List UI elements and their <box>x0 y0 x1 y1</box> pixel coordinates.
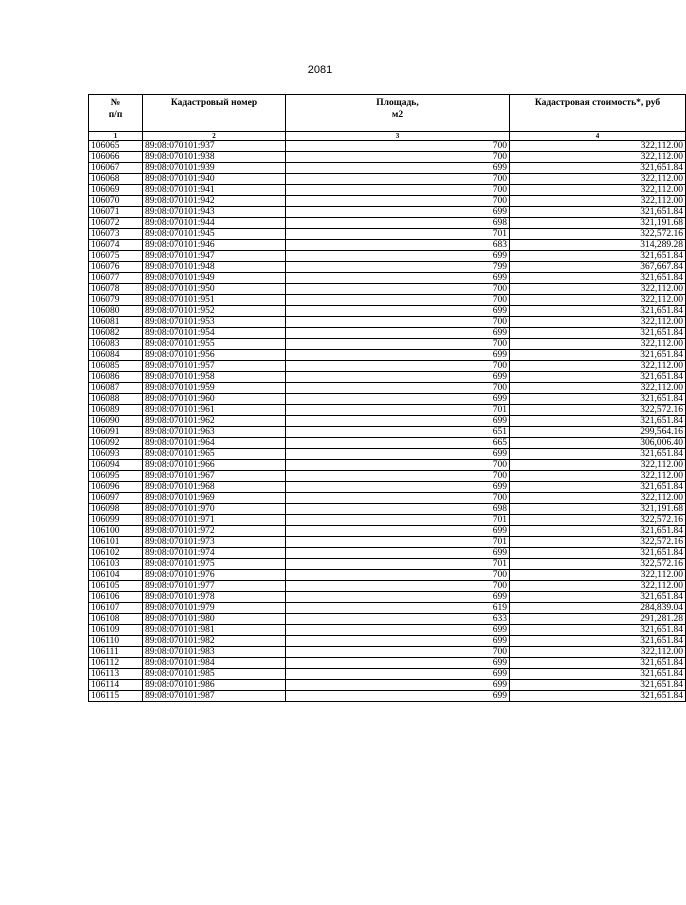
row-cadastral-number: 89:08:070101:965 <box>143 449 286 460</box>
row-cadastral-cost: 321,651.84 <box>510 273 686 284</box>
header-index <box>89 95 143 132</box>
row-cadastral-cost: 321,651.84 <box>510 372 686 383</box>
table-row <box>89 515 686 526</box>
row-cadastral-number: 89:08:070101:968 <box>143 482 286 493</box>
row-area: 683 <box>286 240 510 251</box>
row-index: 106070 <box>89 196 143 207</box>
row-cadastral-number: 89:08:070101:954 <box>143 328 286 339</box>
row-cadastral-cost: 321,651.84 <box>510 658 686 669</box>
row-index: 106079 <box>89 295 143 306</box>
row-cadastral-cost: 321,191.68 <box>510 218 686 229</box>
row-area: 633 <box>286 614 510 625</box>
row-cadastral-cost: 321,651.84 <box>510 328 686 339</box>
row-cadastral-number: 89:08:070101:964 <box>143 438 286 449</box>
row-area: 799 <box>286 262 510 273</box>
row-area: 700 <box>286 284 510 295</box>
row-cadastral-cost: 321,651.84 <box>510 306 686 317</box>
row-cadastral-number: 89:08:070101:958 <box>143 372 286 383</box>
row-area: 699 <box>286 691 510 702</box>
row-cadastral-number: 89:08:070101:975 <box>143 559 286 570</box>
table-row <box>89 680 686 691</box>
row-index: 106105 <box>89 581 143 592</box>
row-cadastral-cost: 322,112.00 <box>510 174 686 185</box>
row-area: 700 <box>286 317 510 328</box>
table-row <box>89 240 686 251</box>
row-cadastral-number: 89:08:070101:953 <box>143 317 286 328</box>
table-row <box>89 394 686 405</box>
row-area: 699 <box>286 636 510 647</box>
table-body <box>89 141 686 702</box>
table-row <box>89 691 686 702</box>
table-row <box>89 174 686 185</box>
table-row <box>89 482 686 493</box>
row-cadastral-number: 89:08:070101:967 <box>143 471 286 482</box>
row-index: 106099 <box>89 515 143 526</box>
row-cadastral-cost: 322,572.16 <box>510 537 686 548</box>
page-number: 2081 <box>307 64 333 76</box>
row-index: 106072 <box>89 218 143 229</box>
table-row <box>89 328 686 339</box>
table-row <box>89 647 686 658</box>
table-row <box>89 537 686 548</box>
row-area: 619 <box>286 603 510 614</box>
row-area: 700 <box>286 152 510 163</box>
row-area: 699 <box>286 482 510 493</box>
header-cadastral-number-label: Кадастровый номер <box>170 98 258 108</box>
row-area: 701 <box>286 405 510 416</box>
row-index: 106077 <box>89 273 143 284</box>
row-cadastral-number: 89:08:070101:986 <box>143 680 286 691</box>
row-area: 699 <box>286 548 510 559</box>
row-cadastral-cost: 322,112.00 <box>510 317 686 328</box>
row-cadastral-number: 89:08:070101:977 <box>143 581 286 592</box>
table-row <box>89 581 686 592</box>
table-row <box>89 471 686 482</box>
row-index: 106107 <box>89 603 143 614</box>
row-index: 106088 <box>89 394 143 405</box>
table-row <box>89 427 686 438</box>
row-cadastral-cost: 321,651.84 <box>510 548 686 559</box>
row-index: 106096 <box>89 482 143 493</box>
row-index: 106081 <box>89 317 143 328</box>
table-row <box>89 262 686 273</box>
row-cadastral-number: 89:08:070101:983 <box>143 647 286 658</box>
row-cadastral-cost: 321,651.84 <box>510 350 686 361</box>
table-row <box>89 163 686 174</box>
row-cadastral-number: 89:08:070101:982 <box>143 636 286 647</box>
row-cadastral-cost: 321,651.84 <box>510 592 686 603</box>
table-row <box>89 350 686 361</box>
row-area: 699 <box>286 251 510 262</box>
row-cadastral-cost: 322,112.00 <box>510 185 686 196</box>
row-cadastral-cost: 321,651.84 <box>510 636 686 647</box>
row-index: 106106 <box>89 592 143 603</box>
row-cadastral-cost: 321,651.84 <box>510 625 686 636</box>
row-index: 106073 <box>89 229 143 240</box>
table-row <box>89 306 686 317</box>
column-number-4: 4 <box>510 132 686 141</box>
row-area: 699 <box>286 658 510 669</box>
row-area: 699 <box>286 273 510 284</box>
row-cadastral-cost: 321,651.84 <box>510 680 686 691</box>
cadastral-table <box>88 94 686 702</box>
row-cadastral-number: 89:08:070101:950 <box>143 284 286 295</box>
header-row <box>89 95 686 132</box>
row-cadastral-number: 89:08:070101:944 <box>143 218 286 229</box>
table-row <box>89 504 686 515</box>
row-index: 106098 <box>89 504 143 515</box>
row-index: 106085 <box>89 361 143 372</box>
row-cadastral-number: 89:08:070101:957 <box>143 361 286 372</box>
table-row <box>89 317 686 328</box>
table-row <box>89 636 686 647</box>
table-row <box>89 185 686 196</box>
table-row <box>89 416 686 427</box>
row-area: 700 <box>286 295 510 306</box>
row-cadastral-number: 89:08:070101:970 <box>143 504 286 515</box>
row-cadastral-number: 89:08:070101:952 <box>143 306 286 317</box>
row-cadastral-number: 89:08:070101:981 <box>143 625 286 636</box>
table-row <box>89 559 686 570</box>
row-index: 106110 <box>89 636 143 647</box>
row-cadastral-cost: 322,112.00 <box>510 570 686 581</box>
table-row <box>89 295 686 306</box>
row-cadastral-number: 89:08:070101:973 <box>143 537 286 548</box>
row-index: 106076 <box>89 262 143 273</box>
row-area: 701 <box>286 515 510 526</box>
table-row <box>89 449 686 460</box>
row-cadastral-number: 89:08:070101:956 <box>143 350 286 361</box>
row-cadastral-cost: 322,112.00 <box>510 361 686 372</box>
column-number-2: 2 <box>143 132 286 141</box>
row-index: 106113 <box>89 669 143 680</box>
row-cadastral-number: 89:08:070101:948 <box>143 262 286 273</box>
row-cadastral-number: 89:08:070101:979 <box>143 603 286 614</box>
row-cadastral-cost: 284,839.04 <box>510 603 686 614</box>
row-cadastral-cost: 321,651.84 <box>510 394 686 405</box>
table-row <box>89 361 686 372</box>
row-index: 106083 <box>89 339 143 350</box>
row-cadastral-number: 89:08:070101:980 <box>143 614 286 625</box>
row-index: 106097 <box>89 493 143 504</box>
row-cadastral-number: 89:08:070101:963 <box>143 427 286 438</box>
row-area: 700 <box>286 570 510 581</box>
row-area: 651 <box>286 427 510 438</box>
row-cadastral-cost: 306,006.40 <box>510 438 686 449</box>
header-area-label: Площадь, м2 <box>376 98 419 120</box>
row-index: 106065 <box>89 141 143 152</box>
row-cadastral-number: 89:08:070101:972 <box>143 526 286 537</box>
row-cadastral-cost: 321,651.84 <box>510 207 686 218</box>
row-cadastral-cost: 322,112.00 <box>510 493 686 504</box>
row-cadastral-cost: 322,112.00 <box>510 460 686 471</box>
row-cadastral-cost: 322,112.00 <box>510 647 686 658</box>
row-cadastral-cost: 321,651.84 <box>510 416 686 427</box>
row-cadastral-cost: 322,572.16 <box>510 229 686 240</box>
table-row <box>89 493 686 504</box>
table-row <box>89 284 686 295</box>
table-row <box>89 548 686 559</box>
row-area: 699 <box>286 592 510 603</box>
row-cadastral-number: 89:08:070101:938 <box>143 152 286 163</box>
row-area: 700 <box>286 185 510 196</box>
header-area <box>286 95 510 132</box>
row-area: 700 <box>286 339 510 350</box>
row-cadastral-number: 89:08:070101:939 <box>143 163 286 174</box>
table-row <box>89 229 686 240</box>
row-index: 106068 <box>89 174 143 185</box>
row-index: 106108 <box>89 614 143 625</box>
row-index: 106075 <box>89 251 143 262</box>
row-cadastral-cost: 322,112.00 <box>510 383 686 394</box>
row-index: 106082 <box>89 328 143 339</box>
table-row <box>89 526 686 537</box>
row-cadastral-number: 89:08:070101:971 <box>143 515 286 526</box>
row-area: 700 <box>286 383 510 394</box>
row-cadastral-number: 89:08:070101:937 <box>143 141 286 152</box>
header-cadastral-number <box>143 95 286 132</box>
header-cadastral-cost <box>510 95 686 132</box>
table-row <box>89 141 686 152</box>
row-area: 699 <box>286 680 510 691</box>
row-index: 106087 <box>89 383 143 394</box>
table-row <box>89 372 686 383</box>
row-cadastral-cost: 322,112.00 <box>510 581 686 592</box>
row-index: 106089 <box>89 405 143 416</box>
column-number-3: 3 <box>286 132 510 141</box>
row-cadastral-number: 89:08:070101:940 <box>143 174 286 185</box>
row-cadastral-number: 89:08:070101:943 <box>143 207 286 218</box>
row-cadastral-number: 89:08:070101:955 <box>143 339 286 350</box>
row-area: 699 <box>286 163 510 174</box>
row-cadastral-cost: 321,651.84 <box>510 251 686 262</box>
row-index: 106074 <box>89 240 143 251</box>
table-row <box>89 196 686 207</box>
row-index: 106071 <box>89 207 143 218</box>
row-area: 700 <box>286 647 510 658</box>
row-area: 699 <box>286 306 510 317</box>
row-cadastral-number: 89:08:070101:941 <box>143 185 286 196</box>
row-area: 700 <box>286 493 510 504</box>
row-area: 700 <box>286 141 510 152</box>
header-index-label: № п/п <box>108 98 123 120</box>
table-row <box>89 207 686 218</box>
row-index: 106095 <box>89 471 143 482</box>
row-index: 106104 <box>89 570 143 581</box>
row-cadastral-number: 89:08:070101:947 <box>143 251 286 262</box>
row-index: 106101 <box>89 537 143 548</box>
row-cadastral-cost: 322,112.00 <box>510 152 686 163</box>
row-cadastral-cost: 322,572.16 <box>510 559 686 570</box>
row-cadastral-number: 89:08:070101:987 <box>143 691 286 702</box>
row-cadastral-cost: 322,112.00 <box>510 339 686 350</box>
row-area: 699 <box>286 526 510 537</box>
table-row <box>89 273 686 284</box>
row-index: 106093 <box>89 449 143 460</box>
row-cadastral-cost: 322,572.16 <box>510 515 686 526</box>
table-row <box>89 218 686 229</box>
row-cadastral-cost: 321,651.84 <box>510 449 686 460</box>
table-row <box>89 669 686 680</box>
cadastral-table-container <box>88 94 683 702</box>
row-cadastral-number: 89:08:070101:966 <box>143 460 286 471</box>
row-area: 699 <box>286 449 510 460</box>
row-area: 700 <box>286 471 510 482</box>
row-cadastral-number: 89:08:070101:978 <box>143 592 286 603</box>
row-cadastral-cost: 322,112.00 <box>510 295 686 306</box>
table-row <box>89 625 686 636</box>
table-row <box>89 614 686 625</box>
row-cadastral-cost: 322,112.00 <box>510 141 686 152</box>
row-cadastral-cost: 322,572.16 <box>510 405 686 416</box>
table-row <box>89 251 686 262</box>
row-area: 700 <box>286 581 510 592</box>
row-index: 106111 <box>89 647 143 658</box>
row-area: 699 <box>286 372 510 383</box>
table-row <box>89 339 686 350</box>
row-cadastral-number: 89:08:070101:962 <box>143 416 286 427</box>
column-number-row <box>89 132 686 141</box>
row-cadastral-number: 89:08:070101:945 <box>143 229 286 240</box>
row-index: 106102 <box>89 548 143 559</box>
row-index: 106109 <box>89 625 143 636</box>
row-area: 700 <box>286 460 510 471</box>
row-cadastral-number: 89:08:070101:942 <box>143 196 286 207</box>
row-index: 106103 <box>89 559 143 570</box>
row-area: 699 <box>286 669 510 680</box>
row-cadastral-number: 89:08:070101:976 <box>143 570 286 581</box>
row-cadastral-cost: 299,564.16 <box>510 427 686 438</box>
row-cadastral-cost: 322,112.00 <box>510 284 686 295</box>
row-area: 699 <box>286 350 510 361</box>
row-cadastral-cost: 321,651.84 <box>510 691 686 702</box>
row-cadastral-cost: 321,651.84 <box>510 163 686 174</box>
row-index: 106090 <box>89 416 143 427</box>
row-cadastral-cost: 322,112.00 <box>510 471 686 482</box>
table-row <box>89 592 686 603</box>
row-area: 699 <box>286 207 510 218</box>
row-index: 106100 <box>89 526 143 537</box>
table-row <box>89 460 686 471</box>
row-cadastral-number: 89:08:070101:959 <box>143 383 286 394</box>
row-area: 665 <box>286 438 510 449</box>
column-number-1: 1 <box>89 132 143 141</box>
row-cadastral-cost: 314,289.28 <box>510 240 686 251</box>
row-area: 699 <box>286 625 510 636</box>
row-index: 106069 <box>89 185 143 196</box>
row-cadastral-cost: 321,651.84 <box>510 526 686 537</box>
row-cadastral-number: 89:08:070101:985 <box>143 669 286 680</box>
row-cadastral-number: 89:08:070101:946 <box>143 240 286 251</box>
row-cadastral-cost: 322,112.00 <box>510 196 686 207</box>
row-area: 700 <box>286 361 510 372</box>
row-cadastral-number: 89:08:070101:969 <box>143 493 286 504</box>
row-index: 106066 <box>89 152 143 163</box>
row-cadastral-number: 89:08:070101:951 <box>143 295 286 306</box>
row-index: 106078 <box>89 284 143 295</box>
table-header <box>89 95 686 141</box>
row-area: 701 <box>286 559 510 570</box>
row-area: 699 <box>286 394 510 405</box>
row-index: 106080 <box>89 306 143 317</box>
row-area: 700 <box>286 174 510 185</box>
table-row <box>89 438 686 449</box>
row-index: 106112 <box>89 658 143 669</box>
row-index: 106086 <box>89 372 143 383</box>
row-cadastral-number: 89:08:070101:960 <box>143 394 286 405</box>
table-row <box>89 383 686 394</box>
header-cadastral-cost-label: Кадастровая стоимость*, руб <box>534 98 661 108</box>
row-index: 106115 <box>89 691 143 702</box>
row-index: 106067 <box>89 163 143 174</box>
row-cadastral-number: 89:08:070101:984 <box>143 658 286 669</box>
row-cadastral-cost: 291,281.28 <box>510 614 686 625</box>
row-area: 701 <box>286 229 510 240</box>
row-cadastral-cost: 321,651.84 <box>510 669 686 680</box>
row-cadastral-cost: 321,651.84 <box>510 482 686 493</box>
row-area: 698 <box>286 504 510 515</box>
table-row <box>89 405 686 416</box>
row-index: 106084 <box>89 350 143 361</box>
row-cadastral-cost: 321,191.68 <box>510 504 686 515</box>
row-cadastral-number: 89:08:070101:974 <box>143 548 286 559</box>
row-cadastral-number: 89:08:070101:949 <box>143 273 286 284</box>
row-cadastral-cost: 367,667.84 <box>510 262 686 273</box>
table-row <box>89 658 686 669</box>
row-index: 106091 <box>89 427 143 438</box>
row-index: 106092 <box>89 438 143 449</box>
row-area: 699 <box>286 328 510 339</box>
row-area: 701 <box>286 537 510 548</box>
row-cadastral-number: 89:08:070101:961 <box>143 405 286 416</box>
table-row <box>89 152 686 163</box>
row-area: 699 <box>286 416 510 427</box>
row-index: 106114 <box>89 680 143 691</box>
row-area: 698 <box>286 218 510 229</box>
table-row <box>89 570 686 581</box>
table-row <box>89 603 686 614</box>
row-index: 106094 <box>89 460 143 471</box>
row-area: 700 <box>286 196 510 207</box>
